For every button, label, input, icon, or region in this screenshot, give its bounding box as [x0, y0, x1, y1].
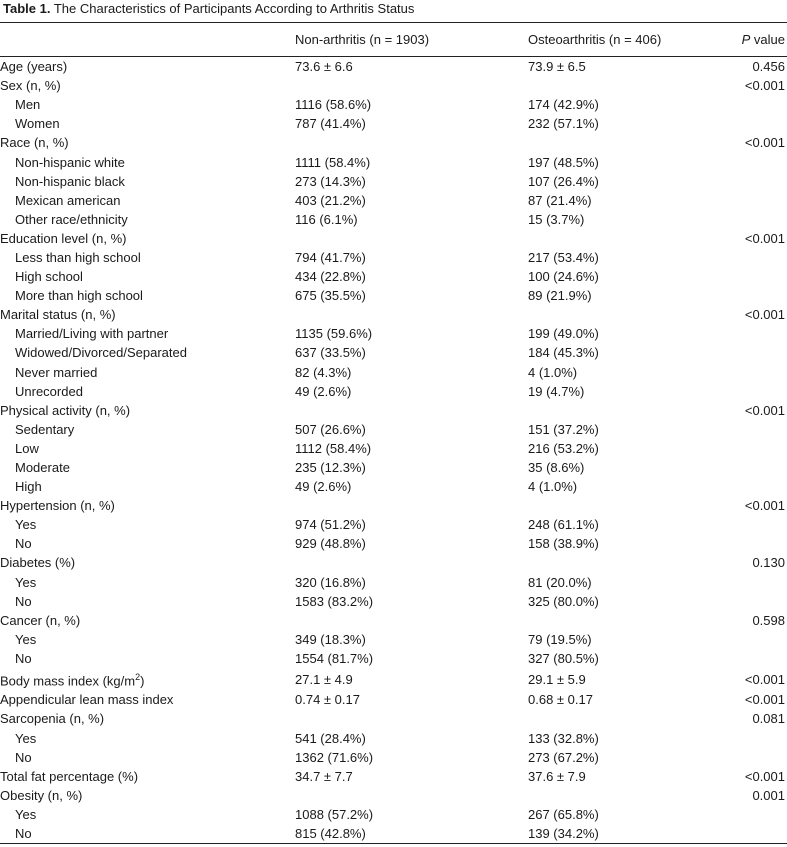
cell-p-value — [728, 286, 787, 305]
cell-osteoarthritis: 139 (34.2%) — [528, 824, 728, 844]
cell-non-arthritis: 974 (51.2%) — [295, 517, 366, 533]
cell-osteoarthritis: 4 (1.0%) — [528, 364, 578, 380]
cell-p-value — [728, 748, 787, 767]
cell-osteoarthritis: 79 (19.5%) — [528, 631, 592, 647]
row-label-text: Obesity (n, %) — [0, 787, 83, 803]
row-label-text: Moderate — [15, 460, 70, 476]
table-row — [0, 729, 787, 748]
cell-p-value — [728, 458, 787, 477]
table-row — [0, 439, 787, 458]
cell-non-arthritis: 34.7 ± 7.7 — [295, 768, 353, 784]
row-label — [0, 76, 295, 95]
row-label — [0, 401, 295, 420]
cell-p-value — [728, 573, 787, 592]
cell-p-value: <0.001 — [744, 692, 785, 708]
row-label — [0, 152, 295, 171]
table-row — [0, 496, 787, 515]
cell-osteoarthritis — [528, 709, 728, 728]
row-label-text: More than high school — [15, 288, 143, 304]
table-body — [0, 57, 787, 844]
cell-p-value: <0.001 — [744, 498, 785, 514]
cell-non-arthritis: 794 (41.7%) — [295, 249, 366, 265]
cell-osteoarthritis: 174 (42.9%) — [528, 97, 599, 113]
cell-osteoarthritis — [528, 76, 728, 95]
cell-p-value: <0.001 — [744, 768, 785, 784]
cell-osteoarthritis: 35 (8.6%) — [528, 460, 585, 476]
row-label — [0, 748, 295, 767]
row-label-text: Diabetes (%) — [0, 555, 76, 571]
table-row — [0, 458, 787, 477]
cell-p-value — [728, 592, 787, 611]
cell-osteoarthritis: 216 (53.2%) — [528, 440, 599, 456]
row-label — [0, 305, 295, 324]
header-p-rest: value — [750, 32, 785, 47]
cell-non-arthritis: 675 (35.5%) — [295, 288, 366, 304]
row-label-text: No — [15, 536, 32, 552]
table-row — [0, 172, 787, 191]
row-label-text: Yes — [15, 631, 37, 647]
cell-p-value — [728, 805, 787, 824]
cell-non-arthritis: 507 (26.6%) — [295, 421, 366, 437]
cell-non-arthritis: 787 (41.4%) — [295, 116, 366, 132]
cell-osteoarthritis: 87 (21.4%) — [528, 192, 592, 208]
cell-osteoarthritis: 232 (57.1%) — [528, 116, 599, 132]
cell-non-arthritis: 27.1 ± 4.9 — [295, 671, 353, 687]
row-label — [0, 690, 295, 709]
table-row — [0, 343, 787, 362]
row-label — [0, 786, 295, 805]
row-label — [0, 668, 295, 690]
row-label-text: High — [15, 479, 42, 495]
table-row — [0, 553, 787, 572]
cell-non-arthritis: 434 (22.8%) — [295, 269, 366, 285]
cell-non-arthritis: 235 (12.3%) — [295, 460, 366, 476]
cell-non-arthritis — [295, 786, 528, 805]
row-label-text: No — [15, 593, 32, 609]
cell-p-value: 0.081 — [752, 711, 785, 727]
cell-osteoarthritis: 199 (49.0%) — [528, 326, 599, 342]
cell-p-value — [728, 363, 787, 382]
row-label — [0, 133, 295, 152]
cell-non-arthritis — [295, 229, 528, 248]
table-row — [0, 767, 787, 786]
row-label-text: Sex (n, %) — [0, 78, 61, 94]
cell-p-value — [728, 515, 787, 534]
row-label-text: Education level (n, %) — [0, 230, 127, 246]
cell-p-value — [728, 824, 787, 844]
header-non-arthritis: Non-arthritis (n = 1903) — [295, 23, 528, 57]
row-label-text: Yes — [15, 730, 37, 746]
header-p-italic: P — [741, 32, 751, 47]
cell-osteoarthritis: 184 (45.3%) — [528, 345, 599, 361]
row-label — [0, 630, 295, 649]
cell-osteoarthritis: 19 (4.7%) — [528, 383, 585, 399]
row-label — [0, 824, 295, 844]
cell-p-value: 0.001 — [752, 787, 785, 803]
cell-osteoarthritis — [528, 229, 728, 248]
row-label-text: No — [15, 826, 32, 842]
table-row — [0, 382, 787, 401]
cell-osteoarthritis — [528, 611, 728, 630]
cell-p-value — [728, 382, 787, 401]
cell-osteoarthritis: 100 (24.6%) — [528, 269, 599, 285]
cell-p-value: <0.001 — [744, 671, 785, 687]
row-label-text: No — [15, 749, 32, 765]
cell-osteoarthritis: 197 (48.5%) — [528, 154, 599, 170]
cell-non-arthritis: 1583 (83.2%) — [295, 593, 374, 609]
row-label-text: Unrecorded — [15, 383, 83, 399]
row-label — [0, 95, 295, 114]
cell-p-value — [728, 630, 787, 649]
cell-non-arthritis: 273 (14.3%) — [295, 173, 366, 189]
row-label — [0, 191, 295, 210]
table-row — [0, 534, 787, 553]
row-label-text: Less than high school — [15, 249, 141, 265]
cell-p-value — [728, 729, 787, 748]
row-label-text: High school — [15, 269, 83, 285]
cell-osteoarthritis — [528, 401, 728, 420]
table-row — [0, 286, 787, 305]
cell-p-value: <0.001 — [744, 402, 785, 418]
cell-non-arthritis: 1088 (57.2%) — [295, 806, 374, 822]
cell-osteoarthritis: 29.1 ± 5.9 — [528, 671, 586, 687]
cell-osteoarthritis: 267 (65.8%) — [528, 806, 599, 822]
cell-osteoarthritis: 273 (67.2%) — [528, 749, 599, 765]
superscript: 2 — [135, 672, 141, 682]
cell-non-arthritis: 1112 (58.4%) — [295, 440, 372, 456]
table-row — [0, 95, 787, 114]
cell-osteoarthritis — [528, 133, 728, 152]
cell-p-value — [728, 210, 787, 229]
cell-non-arthritis: 929 (48.8%) — [295, 536, 366, 552]
row-label — [0, 573, 295, 592]
row-label — [0, 805, 295, 824]
row-label — [0, 114, 295, 133]
row-label — [0, 709, 295, 728]
header-p-value — [728, 23, 787, 57]
cell-non-arthritis — [295, 496, 528, 515]
cell-non-arthritis: 637 (33.5%) — [295, 345, 366, 361]
row-label-text: No — [15, 650, 32, 666]
cell-non-arthritis — [295, 401, 528, 420]
cell-non-arthritis — [295, 305, 528, 324]
row-label — [0, 458, 295, 477]
table-row — [0, 267, 787, 286]
row-label-text: Never married — [15, 364, 98, 380]
table-row — [0, 324, 787, 343]
row-label-text: Women — [15, 116, 60, 132]
cell-non-arthritis — [295, 553, 528, 572]
cell-p-value — [728, 534, 787, 553]
table-row — [0, 709, 787, 728]
cell-osteoarthritis: 217 (53.4%) — [528, 249, 599, 265]
cell-p-value — [728, 248, 787, 267]
row-label — [0, 592, 295, 611]
cell-osteoarthritis: 81 (20.0%) — [528, 574, 592, 590]
cell-osteoarthritis — [528, 305, 728, 324]
table-row — [0, 401, 787, 420]
cell-non-arthritis: 541 (28.4%) — [295, 730, 366, 746]
row-label — [0, 324, 295, 343]
cell-osteoarthritis — [528, 786, 728, 805]
row-label-text: Low — [15, 440, 39, 456]
row-label-text: Physical activity (n, %) — [0, 402, 131, 418]
table-row — [0, 824, 787, 844]
row-label — [0, 729, 295, 748]
row-label — [0, 515, 295, 534]
table-row — [0, 248, 787, 267]
header-osteoarthritis: Osteoarthritis (n = 406) — [528, 23, 728, 57]
cell-osteoarthritis — [528, 553, 728, 572]
table-row — [0, 748, 787, 767]
row-label — [0, 286, 295, 305]
table-row — [0, 630, 787, 649]
cell-p-value: <0.001 — [744, 307, 785, 323]
cell-non-arthritis — [295, 611, 528, 630]
cell-osteoarthritis: 73.9 ± 6.5 — [528, 59, 586, 75]
row-label — [0, 267, 295, 286]
table-row — [0, 114, 787, 133]
row-label — [0, 172, 295, 191]
table-row — [0, 668, 787, 690]
row-label-text: Age (years) — [0, 59, 68, 75]
cell-non-arthritis: 82 (4.3%) — [295, 364, 352, 380]
row-label — [0, 382, 295, 401]
table-row — [0, 786, 787, 805]
table-row — [0, 152, 787, 171]
row-label — [0, 477, 295, 496]
caption-text: The Characteristics of Participants According to Arthritis Status — [53, 1, 415, 16]
cell-non-arthritis: 0.74 ± 0.17 — [295, 692, 360, 708]
cell-non-arthritis: 349 (18.3%) — [295, 631, 366, 647]
cell-p-value — [728, 420, 787, 439]
table-caption — [3, 0, 414, 18]
cell-p-value — [728, 267, 787, 286]
row-label-text: Sedentary — [15, 421, 75, 437]
cell-osteoarthritis: 15 (3.7%) — [528, 211, 585, 227]
cell-non-arthritis — [295, 709, 528, 728]
cell-p-value — [728, 172, 787, 191]
row-label-text: Yes — [15, 574, 37, 590]
characteristics-table — [0, 22, 787, 844]
row-label-text: Mexican american — [15, 192, 121, 208]
row-label — [0, 420, 295, 439]
row-label — [0, 229, 295, 248]
header-variable — [0, 23, 295, 57]
table-row — [0, 76, 787, 95]
cell-osteoarthritis: 248 (61.1%) — [528, 517, 599, 533]
cell-osteoarthritis: 107 (26.4%) — [528, 173, 599, 189]
cell-osteoarthritis: 327 (80.5%) — [528, 650, 599, 666]
cell-non-arthritis: 1116 (58.6%) — [295, 97, 372, 113]
cell-non-arthritis: 1362 (71.6%) — [295, 749, 374, 765]
table-row — [0, 690, 787, 709]
cell-osteoarthritis: 0.68 ± 0.17 — [528, 692, 593, 708]
row-label — [0, 611, 295, 630]
cell-p-value — [728, 191, 787, 210]
row-label-text: Cancer (n, %) — [0, 612, 81, 628]
cell-p-value — [728, 477, 787, 496]
row-label — [0, 534, 295, 553]
cell-p-value — [728, 95, 787, 114]
cell-osteoarthritis — [528, 496, 728, 515]
table-row — [0, 133, 787, 152]
row-label-text: Total fat percentage (%) — [0, 768, 139, 784]
cell-osteoarthritis: 151 (37.2%) — [528, 421, 599, 437]
cell-p-value: <0.001 — [744, 78, 785, 94]
row-label — [0, 553, 295, 572]
cell-p-value: 0.456 — [752, 59, 785, 75]
cell-non-arthritis: 49 (2.6%) — [295, 383, 352, 399]
row-label-text: Non-hispanic black — [15, 173, 125, 189]
table-row — [0, 649, 787, 668]
cell-p-value: <0.001 — [744, 135, 785, 151]
row-label — [0, 210, 295, 229]
cell-p-value: <0.001 — [744, 230, 785, 246]
cell-non-arthritis: 815 (42.8%) — [295, 824, 528, 844]
table-row — [0, 229, 787, 248]
cell-p-value: 0.130 — [752, 555, 785, 571]
row-label — [0, 649, 295, 668]
cell-non-arthritis: 1554 (81.7%) — [295, 650, 374, 666]
table-row — [0, 515, 787, 534]
cell-osteoarthritis: 89 (21.9%) — [528, 288, 592, 304]
cell-non-arthritis — [295, 133, 528, 152]
row-label — [0, 496, 295, 515]
row-label — [0, 363, 295, 382]
row-label-tail: ) — [140, 673, 145, 689]
row-label-text: Other race/ethnicity — [15, 211, 128, 227]
row-label-text: Non-hispanic white — [15, 154, 125, 170]
cell-osteoarthritis: 158 (38.9%) — [528, 536, 599, 552]
cell-p-value — [728, 649, 787, 668]
cell-p-value — [728, 439, 787, 458]
cell-non-arthritis — [295, 76, 528, 95]
cell-non-arthritis: 116 (6.1%) — [295, 211, 358, 227]
row-label-text: Marital status (n, %) — [0, 307, 116, 323]
cell-p-value — [728, 324, 787, 343]
table-row — [0, 573, 787, 592]
cell-osteoarthritis: 325 (80.0%) — [528, 593, 599, 609]
row-label-text: Men — [15, 97, 41, 113]
table-row — [0, 210, 787, 229]
cell-non-arthritis: 1111 (58.4%) — [295, 154, 371, 170]
cell-p-value — [728, 114, 787, 133]
row-label — [0, 767, 295, 786]
cell-osteoarthritis: 133 (32.8%) — [528, 730, 599, 746]
row-label-text: Yes — [15, 517, 37, 533]
table-row — [0, 191, 787, 210]
row-label — [0, 439, 295, 458]
row-label-text: Race (n, %) — [0, 135, 69, 151]
cell-osteoarthritis: 4 (1.0%) — [528, 479, 578, 495]
row-label-text: Widowed/Divorced/Separated — [15, 345, 187, 361]
row-label-text: Yes — [15, 806, 37, 822]
row-label-text: Body mass index (kg/m — [0, 673, 136, 689]
cell-osteoarthritis: 37.6 ± 7.9 — [528, 768, 586, 784]
row-label-text: Hypertension (n, %) — [0, 498, 115, 514]
table-row — [0, 57, 787, 77]
cell-non-arthritis: 320 (16.8%) — [295, 574, 366, 590]
row-label-text: Sarcopenia (n, %) — [0, 711, 105, 727]
caption-label: Table 1. — [3, 1, 51, 16]
row-label-text: Appendicular lean mass index — [0, 692, 174, 708]
table-row — [0, 363, 787, 382]
table-header — [0, 23, 787, 57]
cell-p-value — [728, 152, 787, 171]
row-label — [0, 343, 295, 362]
cell-p-value — [728, 343, 787, 362]
row-label — [0, 57, 295, 77]
cell-non-arthritis: 1135 (59.6%) — [295, 326, 373, 342]
table-row — [0, 305, 787, 324]
table-row — [0, 592, 787, 611]
row-label — [0, 248, 295, 267]
row-label-text: Married/Living with partner — [15, 326, 169, 342]
cell-non-arthritis: 403 (21.2%) — [295, 192, 366, 208]
table-row — [0, 420, 787, 439]
cell-p-value: 0.598 — [752, 612, 785, 628]
table-row — [0, 805, 787, 824]
cell-non-arthritis: 49 (2.6%) — [295, 479, 352, 495]
table-row — [0, 611, 787, 630]
cell-non-arthritis: 73.6 ± 6.6 — [295, 59, 353, 75]
table-row — [0, 477, 787, 496]
header-row — [0, 23, 787, 57]
